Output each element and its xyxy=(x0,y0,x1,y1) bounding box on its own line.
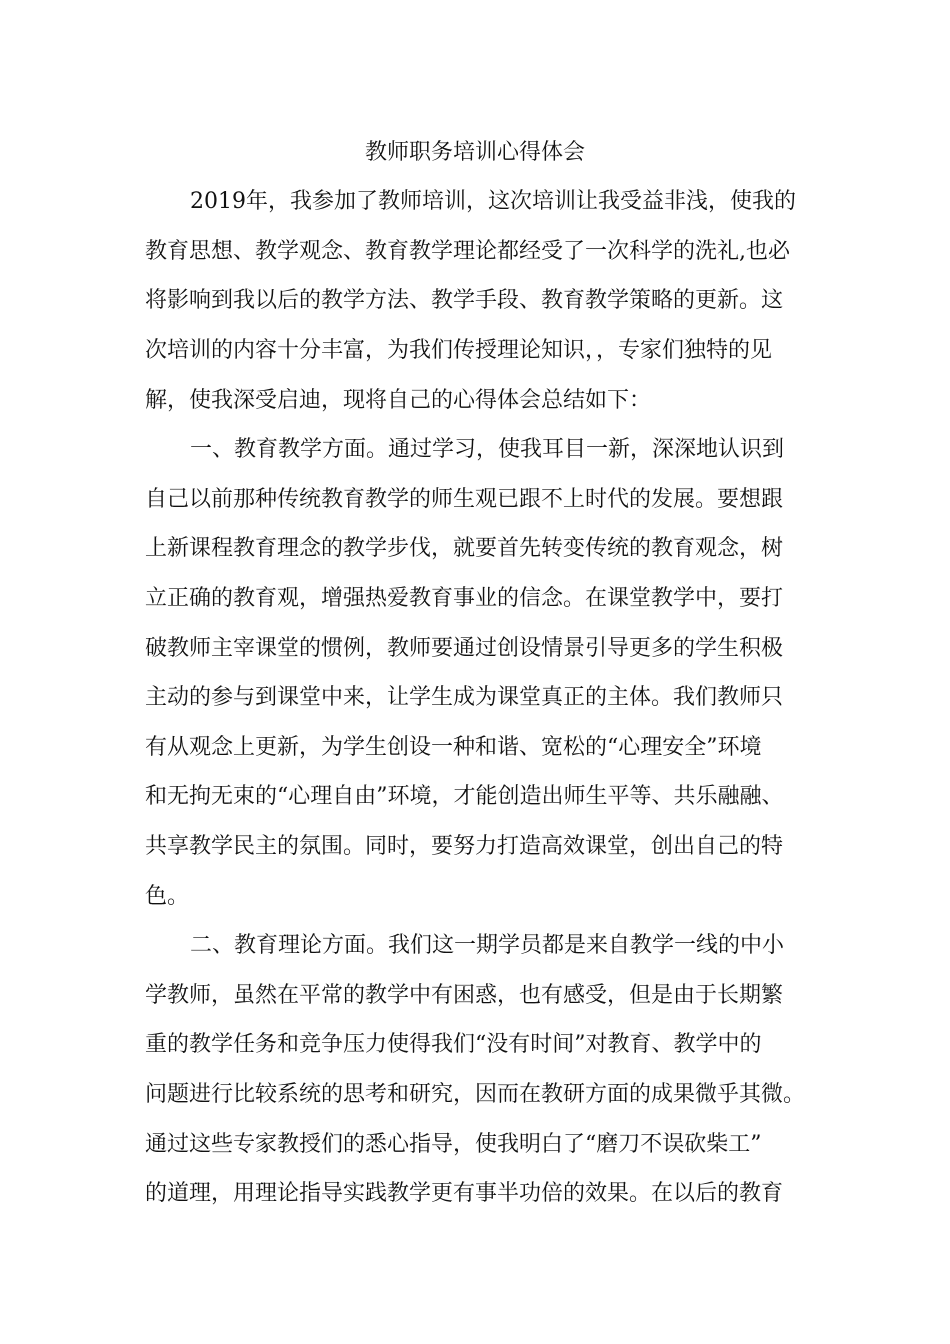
paragraph-line: 解，使我深受启迪，现将自己的心得体会总结如下： xyxy=(145,388,652,413)
paragraph-line: 和无拘无束的“心理自由”环境，才能创造出师生平等、共乐融融、 xyxy=(145,784,784,809)
paragraph-line: 2019年，我参加了教师培训，这次培训让我受益非浅，使我的 xyxy=(190,189,796,214)
paragraph-line: 二、教育理论方面。我们这一期学员都是来自教学一线的中小 xyxy=(190,933,785,958)
paragraph-line: 的道理，用理论指导实践教学更有事半功倍的效果。在以后的教育 xyxy=(145,1181,784,1206)
paragraph-line: 通过这些专家教授们的悉心指导，使我明白了“磨刀不误砍柴工” xyxy=(145,1132,762,1157)
paragraph-line: 将影响到我以后的教学方法、教学手段、教育教学策略的更新。这 xyxy=(145,288,784,313)
paragraph-line: 学教师，虽然在平常的教学中有困惑，也有感受，但是由于长期繁 xyxy=(145,983,784,1008)
paragraph-line: 问题进行比较系统的思考和研究，因而在教研方面的成果微乎其微。 xyxy=(145,1082,806,1107)
paragraph-line: 共享教学民主的氛围。同时，要努力打造高效课堂，创出自己的特 xyxy=(145,834,784,859)
document-title: 教师职务培训心得体会 xyxy=(364,140,585,165)
paragraph-line: 教育思想、教学观念、教育教学理论都经受了一次科学的洗礼,也必 xyxy=(145,239,790,264)
paragraph-line: 上新课程教育理念的教学步伐，就要首先转变传统的教育观念，树 xyxy=(145,536,784,561)
paragraph-line: 有从观念上更新，为学生创设一种和谐、宽松的“心理安全”环境 xyxy=(145,735,762,760)
paragraph-line: 立正确的教育观，增强热爱教育事业的信念。在课堂教学中，要打 xyxy=(145,586,784,611)
paragraph-line: 自己以前那种传统教育教学的师生观已跟不上时代的发展。要想跟 xyxy=(145,487,784,512)
paragraph-line: 一、教育教学方面。通过学习，使我耳目一新，深深地认识到 xyxy=(190,437,785,462)
paragraph-line: 重的教学任务和竞争压力使得我们“没有时间”对教育、教学中的 xyxy=(145,1032,762,1057)
paragraph-line: 色。 xyxy=(145,884,190,909)
paragraph-line: 次培训的内容十分丰富，为我们传授理论知识，，专家们独特的见 xyxy=(145,338,773,363)
paragraph-line: 破教师主宰课堂的惯例，教师要通过创设情景引导更多的学生积极 xyxy=(145,636,784,661)
paragraph-line: 主动的参与到课堂中来，让学生成为课堂真正的主体。我们教师只 xyxy=(145,685,784,710)
